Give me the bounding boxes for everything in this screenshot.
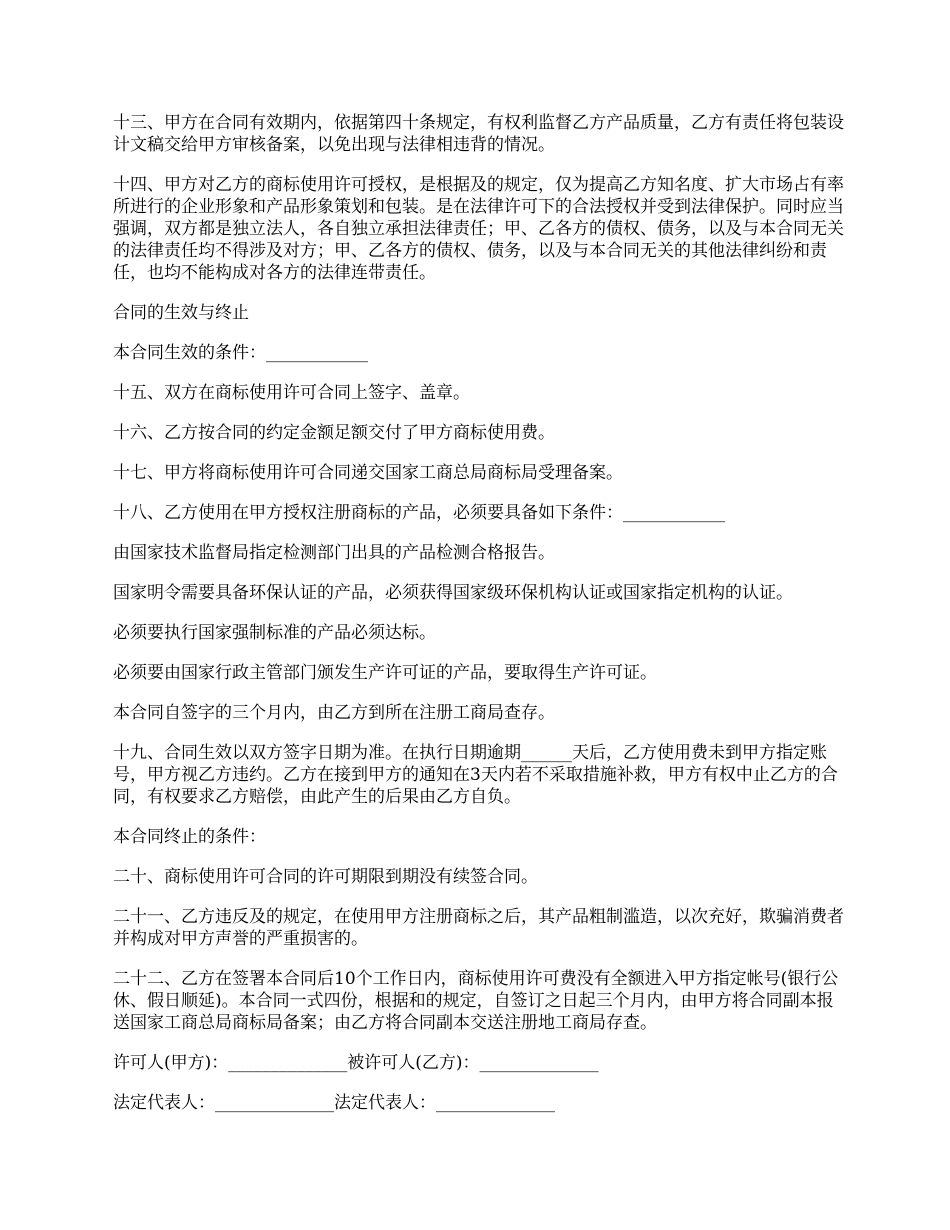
requirement-environmental-certification: 国家明令需要具备环保认证的产品，必须获得国家级环保机构认证或国家指定机构的认证。	[113, 583, 793, 603]
document-body	[113, 112, 850, 1132]
clause-22: 二十二、乙方在签署本合同后10个工作日内，商标使用许可费没有全额进入甲方指定帐号(银行公休、假日顺延)。本合同一式四份，根据和的规定，自签订之日起三个月内，由甲方将合同副本报送国家工商总局商标局备案；由乙方将合同副本交送注册地工商局存查。	[113, 969, 839, 1033]
clause-14: 十四、甲方对乙方的商标使用许可授权，是根据及的规定，仅为提高乙方知名度、扩大市场占有率所进行的企业形象和产品形象策划和包装。是在法律许可下的合法授权并受到法律保护。同时应当强调，双方都是独立法人，各自独立承担法律责任；甲、乙各方的债权、债务，以及与本合同无关的法律责任均不得涉及对方；甲、乙各方的债权、债务，以及与本合同无关的其他法律纠纷和责任，也均不能构成对各方的法律连带责任。	[113, 175, 844, 283]
effect-conditions: 本合同生效的条件：____________	[113, 343, 368, 363]
clause-19: 十九、合同生效以双方签字日期为准。在执行日期逾期______天后，乙方使用费未到甲方指定账号，甲方视乙方违约。乙方在接到甲方的通知在3天内若不采取措施补救，甲方有权中止乙方的合同，有权要求乙方赔偿，由此产生的后果由乙方自负。	[113, 743, 838, 807]
requirement-inspection-report: 由国家技术监督局指定检测部门出具的产品检测合格报告。	[113, 543, 555, 563]
signature-line-representatives: 法定代表人：______________法定代表人：______________	[113, 1093, 555, 1113]
clause-15: 十五、双方在商标使用许可合同上签字、盖章。	[113, 383, 470, 403]
clause-13: 十三、甲方在合同有效期内，依据第四十条规定，有权利监督乙方产品质量，乙方有责任将包装设计文稿交给甲方审核备案，以免出现与法律相违背的情况。	[113, 113, 844, 155]
filing-note: 本合同自签字的三个月内，由乙方到所在注册工商局查存。	[113, 703, 555, 723]
section-heading-effect-termination: 合同的生效与终止	[113, 303, 249, 323]
clause-17: 十七、甲方将商标使用许可合同递交国家工商总局商标局受理备案。	[113, 463, 623, 483]
signature-line-parties: 许可人(甲方)：______________被许可人(乙方)：______________	[113, 1053, 599, 1073]
termination-conditions: 本合同终止的条件：	[113, 827, 266, 847]
clause-21: 二十一、乙方违反及的规定，在使用甲方注册商标之后，其产品粗制滥造，以次充好，欺骗消费者并构成对甲方声誉的严重损害的。	[113, 907, 844, 949]
requirement-mandatory-standard: 必须要执行国家强制标准的产品必须达标。	[113, 623, 436, 643]
requirement-production-license: 必须要由国家行政主管部门颁发生产许可证的产品，要取得生产许可证。	[113, 663, 657, 683]
clause-20: 二十、商标使用许可合同的许可期限到期没有续签合同。	[113, 867, 538, 887]
clause-18: 十八、乙方使用在甲方授权注册商标的产品，必须要具备如下条件：____________	[113, 503, 725, 523]
clause-16: 十六、乙方按合同的约定金额足额交付了甲方商标使用费。	[113, 423, 555, 443]
